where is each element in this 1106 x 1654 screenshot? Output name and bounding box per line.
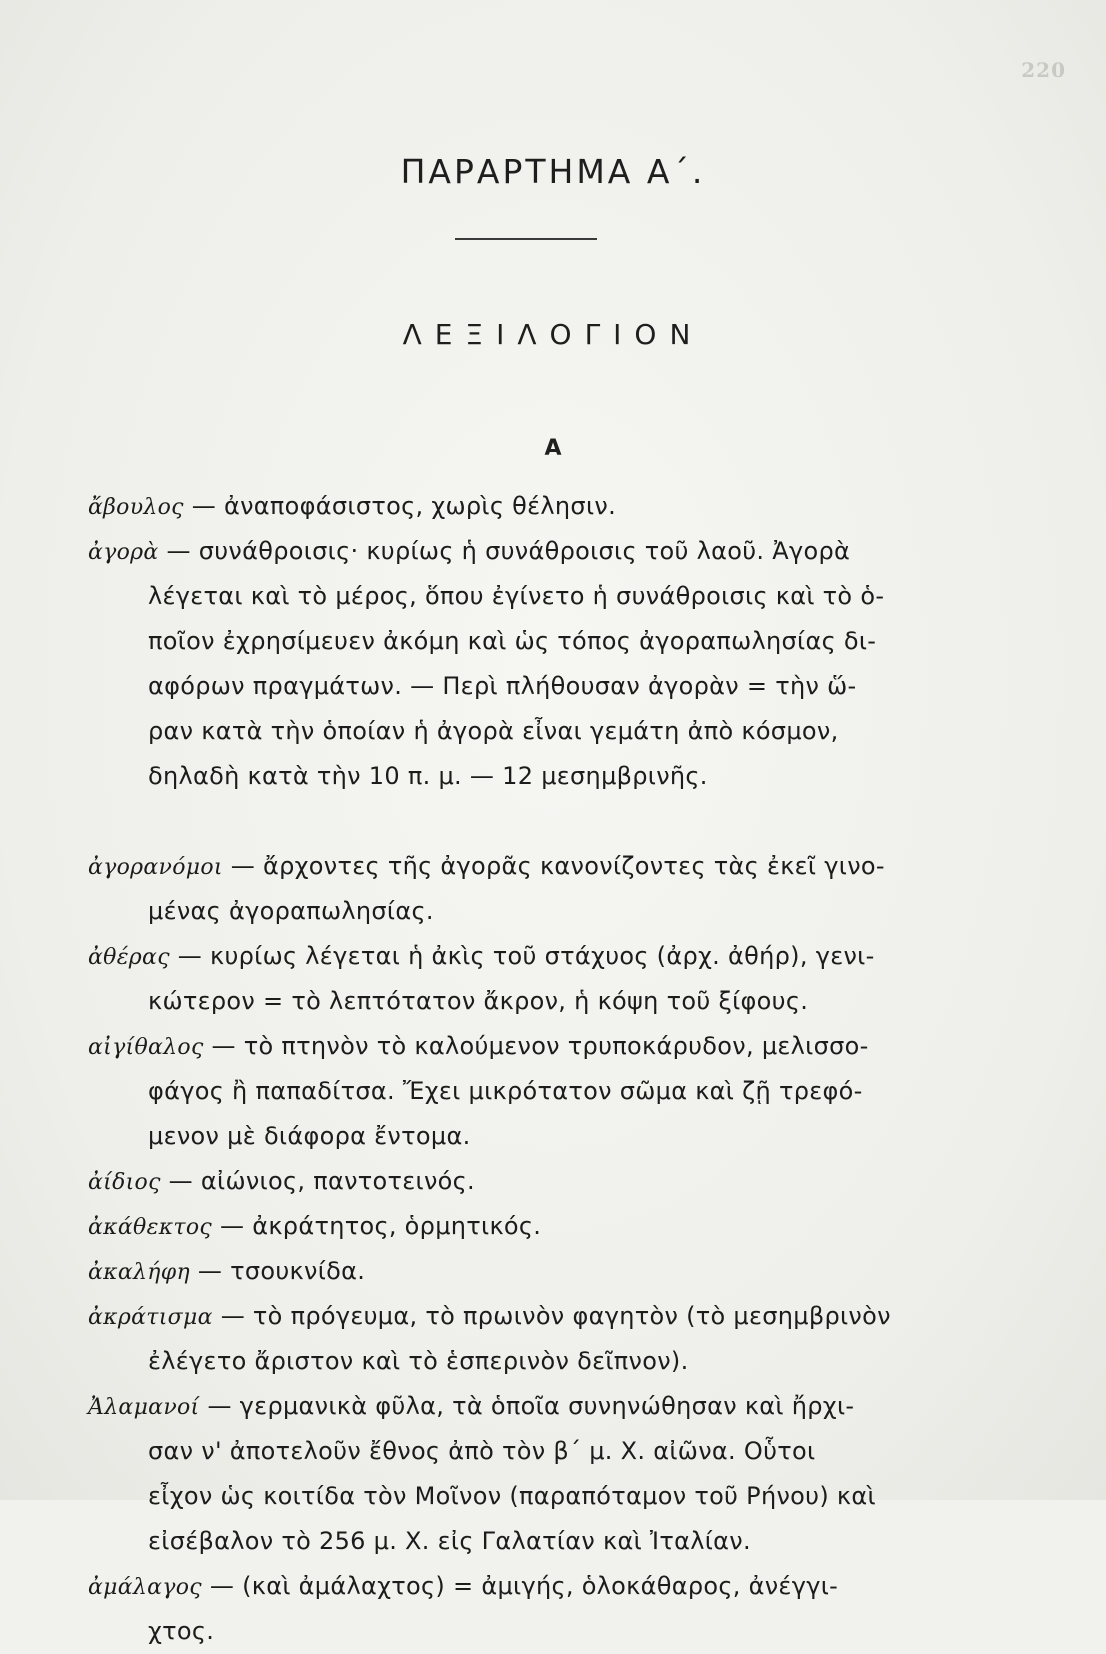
entry-headword: αἰγίθαλος xyxy=(88,1035,204,1060)
glossary-entry xyxy=(88,1564,988,1654)
glossary-entry xyxy=(88,1024,988,1159)
glossary-entry xyxy=(88,1204,988,1249)
glossary-entries xyxy=(88,484,988,1654)
entry-text: ποῖον ἐχρησίμευεν ἀκόμη καὶ ὡς τόπος ἀγοραπωλησίας δι- xyxy=(148,627,877,655)
entry-text: ραν κατὰ τὴν ὁποίαν ἡ ἀγορὰ εἶναι γεμάτη ἀπὸ κόσμον, xyxy=(148,717,839,745)
entry-text xyxy=(88,799,988,844)
entry-text: δηλαδὴ κατὰ τὴν 10 π. μ. — 12 μεσημβρινῆς. xyxy=(148,762,708,790)
glossary-entry xyxy=(88,1249,988,1294)
title-divider xyxy=(455,238,597,240)
entry-text: — τὸ πτηνὸν τὸ καλούμενον τρυποκάρυδον, μελισσο- xyxy=(211,1032,869,1060)
page-number: 220 xyxy=(1021,58,1066,82)
entry-text: — γερμανικὰ φῦλα, τὰ ὁποῖα συνηνώθησαν καὶ ἤρχι- xyxy=(207,1392,855,1420)
entry-text: εἰσέβαλον τὸ 256 μ. Χ. εἰς Γαλατίαν καὶ Ἰταλίαν. xyxy=(148,1527,751,1555)
entry-text: — (καὶ ἀμάλαχτος) = ἀμιγής, ὁλοκάθαρος, ἀνέγγι- xyxy=(209,1572,839,1600)
entry-text: εἶχον ὡς κοιτίδα τὸν Μοῖνον (παραπόταμον τοῦ Ρήνου) καὶ xyxy=(148,1482,876,1510)
glossary-entry xyxy=(88,844,988,934)
entry-text: αφόρων πραγμάτων. — Περὶ πλήθουσαν ἀγορὰν = τὴν ὥ- xyxy=(148,672,857,700)
entry-text: χτος. xyxy=(148,1617,215,1645)
entry-text: — τσουκνίδα. xyxy=(197,1257,366,1285)
glossary-entry xyxy=(88,934,988,1024)
glossary-entry xyxy=(88,1294,988,1384)
entry-text: — ἀκράτητος, ὁρμητικός. xyxy=(220,1212,542,1240)
entry-headword: ἀκράτισμα xyxy=(88,1305,213,1330)
section-letter: Α xyxy=(544,436,562,461)
entry-text: — κυρίως λέγεται ἡ ἀκὶς τοῦ στάχυος (ἀρχ. ἀθήρ), γενι- xyxy=(177,942,875,970)
entry-text: λέγεται καὶ τὸ μέρος, ὅπου ἐγίνετο ἡ συνάθροισις καὶ τὸ ὁ- xyxy=(148,582,885,610)
glossary-entry xyxy=(88,484,988,529)
entry-headword: ἀκάθεκτος xyxy=(88,1215,213,1240)
entry-headword: ἀκαλήφη xyxy=(88,1260,190,1285)
glossary-entry xyxy=(88,529,988,844)
entry-headword: ἀμάλαγος xyxy=(88,1575,202,1600)
glossary-title: ΛΕΞΙΛΟΓΙΟΝ xyxy=(402,318,704,351)
entry-headword: ἀθέρας xyxy=(88,945,170,970)
entry-headword: ἀγορὰ xyxy=(88,540,159,565)
entry-text: κώτερον = τὸ λεπτότατον ἄκρον, ἡ κόψη τοῦ ξίφους. xyxy=(148,987,809,1015)
entry-text: — αἰώνιος, παντοτεινός. xyxy=(168,1167,475,1195)
entry-text: — ἀναποφάσιστος, χωρὶς θέλησιν. xyxy=(191,492,616,520)
entry-headword: ἀίδιος xyxy=(88,1170,161,1195)
glossary-entry xyxy=(88,1159,988,1204)
entry-headword: ἄβουλος xyxy=(88,495,184,520)
entry-text: — συνάθροισις· κυρίως ἡ συνάθροισις τοῦ λαοῦ. Ἀγορὰ xyxy=(166,537,851,565)
entry-text: μένας ἀγοραπωλησίας. xyxy=(148,897,434,925)
entry-headword: ἀγορανόμοι xyxy=(88,855,223,880)
entry-text: — ἄρχοντες τῆς ἀγορᾶς κανονίζοντες τὰς ἐκεῖ γινο- xyxy=(230,852,885,880)
glossary-entry xyxy=(88,1384,988,1564)
entry-text: μενον μὲ διάφορα ἔντομα. xyxy=(148,1122,471,1150)
entry-text: — τὸ πρόγευμα, τὸ πρωινὸν φαγητὸν (τὸ μεσημβρινὸν xyxy=(220,1302,891,1330)
entry-text: ἐλέγετο ἄριστον καὶ τὸ ἑσπερινὸν δεῖπνον). xyxy=(148,1347,689,1375)
appendix-title: ΠΑΡΑΡΤΗΜΑ Α΄. xyxy=(400,152,706,191)
entry-text: φάγος ἢ παπαδίτσα. Ἔχει μικρότατον σῶμα καὶ ζῇ τρεφό- xyxy=(148,1077,863,1105)
entry-headword: Ἀλαμανοί xyxy=(88,1395,200,1420)
entry-text: σαν ν' ἀποτελοῦν ἔθνος ἀπὸ τὸν β΄ μ. Χ. αἰῶνα. Οὗτοι xyxy=(148,1437,816,1465)
